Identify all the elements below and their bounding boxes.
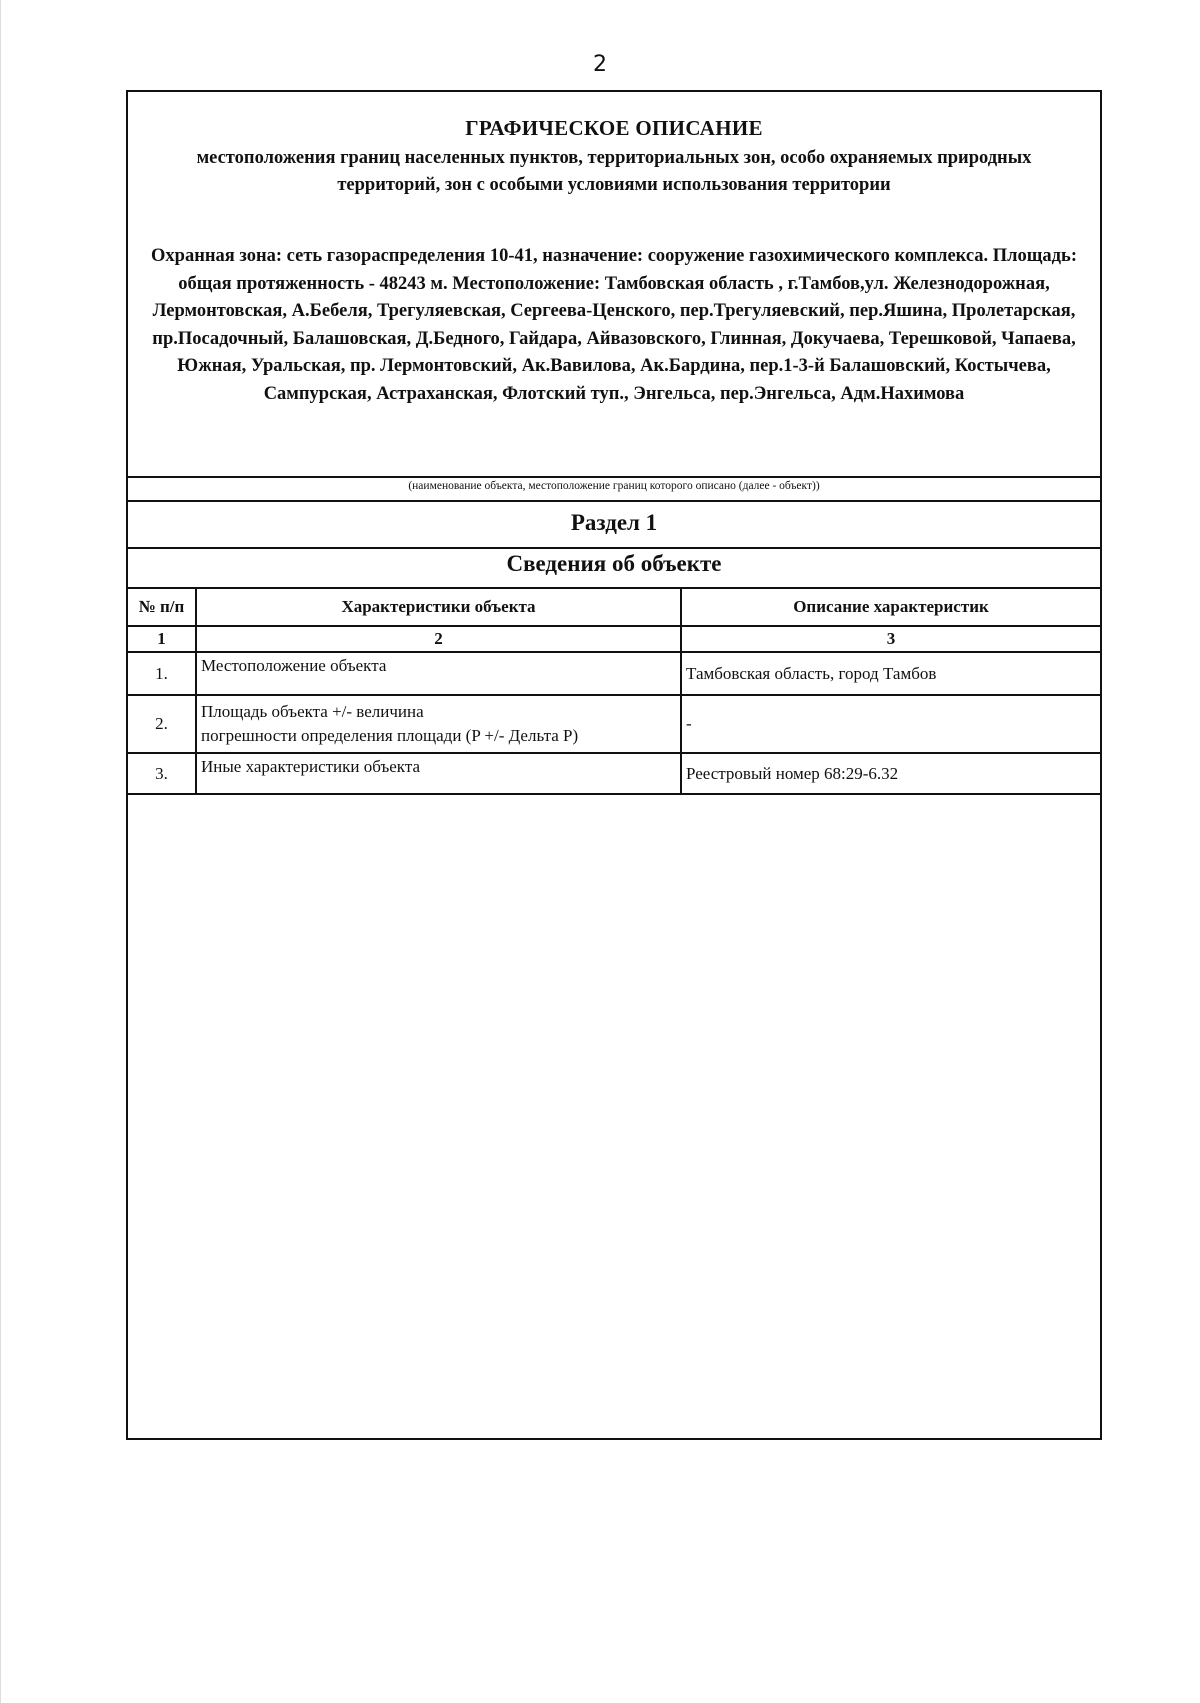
header-cell-number: № п/п	[128, 588, 196, 626]
table-row	[128, 695, 1100, 753]
row-number: 3.	[128, 753, 196, 794]
object-info-table	[128, 587, 1100, 795]
header-divider	[128, 476, 1100, 478]
table-row	[128, 652, 1100, 695]
header-cell-characteristic: Характеристики объекта	[196, 588, 681, 626]
section-divider	[128, 547, 1100, 549]
row-description: Тамбовская область, город Тамбов	[681, 652, 1100, 695]
row-number: 1.	[128, 652, 196, 695]
document-frame	[126, 90, 1102, 1440]
object-name-caption: (наименование объекта, местоположение границ которого описано (далее - объект))	[408, 480, 820, 492]
section-title: Раздел 1	[570, 510, 658, 535]
row-description: -	[681, 695, 1100, 753]
column-number-row	[128, 626, 1100, 652]
row-characteristic: Местоположение объекта	[196, 652, 681, 695]
document-subtitle: местоположения границ населенных пунктов, территориальных зон, особо охраняемых природных территорий, зон с особыми условиями использования территории	[196, 148, 1032, 195]
page-number: 2	[593, 52, 607, 77]
row-characteristic-line: погрешности определения площади (P +/- Дельта P)	[201, 726, 579, 745]
caption-divider	[128, 500, 1100, 502]
row-characteristic	[196, 695, 681, 753]
section-subtitle: Сведения об объекте	[506, 551, 722, 576]
column-number: 1	[128, 626, 196, 652]
table-row	[128, 753, 1100, 794]
table-header-row	[128, 588, 1100, 626]
column-number: 2	[196, 626, 681, 652]
row-description: Реестровый номер 68:29-6.32	[681, 753, 1100, 794]
document-title: ГРАФИЧЕСКОЕ ОПИСАНИЕ	[465, 116, 763, 140]
row-characteristic: Иные характеристики объекта	[196, 753, 681, 794]
document-header	[128, 92, 1100, 476]
header-cell-description: Описание характеристик	[681, 588, 1100, 626]
row-number: 2.	[128, 695, 196, 753]
column-number: 3	[681, 626, 1100, 652]
object-description: Охранная зона: сеть газораспределения 10-41, назначение: сооружение газохимического комплекса. Площадь: общая протяженность - 48243 м. Местоположение: Тамбовская область , г.Тамбов,ул. Железнодорожная, Лермонтовская, А.Бебеля, Трегуляевская, Сергеева-Ценского, пер.Трегуляевский, пер.Яшина, Пролетарская, пр.Посадочный, Балашовская, Д.Бедного, Гайдара, Айвазовского, Глинная, Докучаева, Терешковой, Чапаева, Южная, Уральская, пр. Лермонтовский, Ак.Вавилова, Ак.Бардина, пер.1-3-й Балашовский, Костычева, Сампурская, Астраханская, Флотский туп., Энгельса, пер.Энгельса, Адм.Нахимова	[151, 246, 1077, 404]
scan-edge-line	[0, 0, 1, 1703]
row-characteristic-line: Площадь объекта +/- величина	[201, 702, 424, 721]
